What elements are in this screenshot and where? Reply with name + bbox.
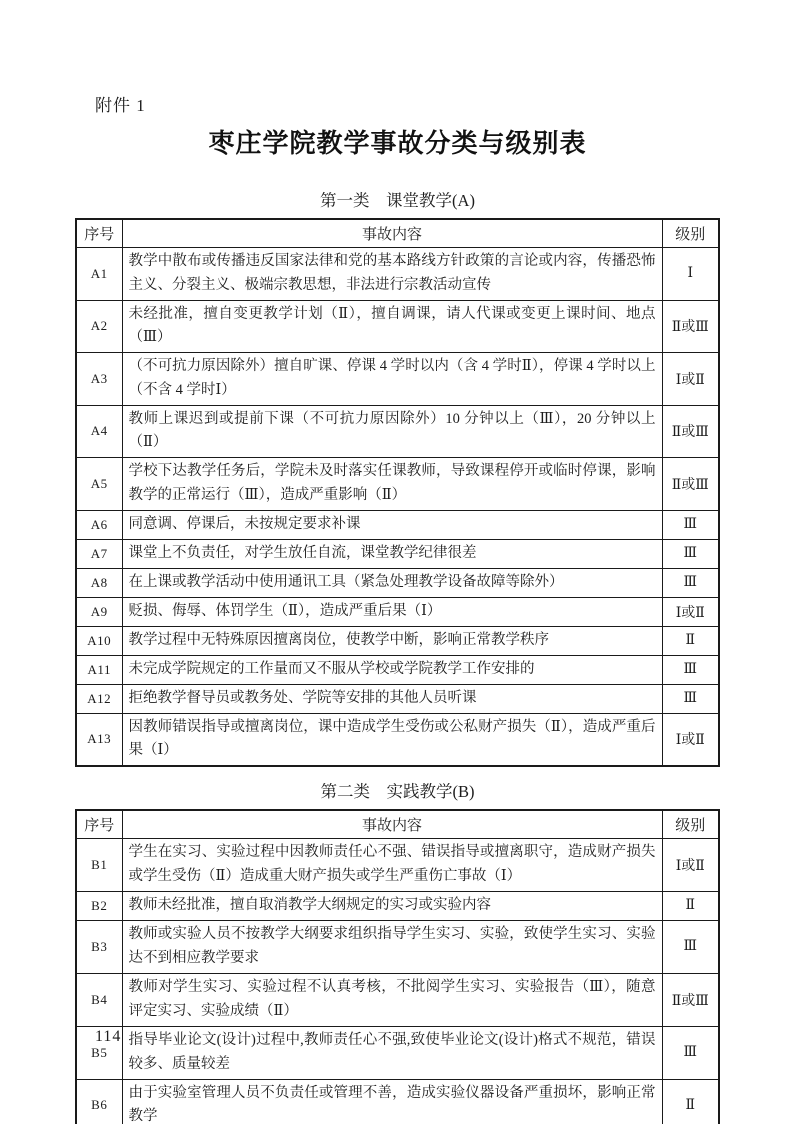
row-id: B1 [76, 838, 122, 891]
row-content: 指导毕业论文(设计)过程中,教师责任心不强,致使毕业论文(设计)格式不规范，错误较多、质量较差 [122, 1026, 662, 1079]
table-row [76, 973, 719, 1026]
row-level: Ⅱ [662, 1079, 719, 1124]
row-id: B6 [76, 1079, 122, 1124]
table-row [76, 300, 719, 352]
row-content: 同意调、停课后，未按规定要求补课 [122, 510, 662, 539]
table-row [76, 626, 719, 655]
row-id: A4 [76, 405, 122, 457]
row-id: A9 [76, 597, 122, 626]
table-header-row [76, 810, 719, 838]
column-header-seq: 序号 [76, 219, 122, 247]
row-id: A6 [76, 510, 122, 539]
row-level: Ⅰ或Ⅱ [662, 352, 719, 405]
page-number: 114 [95, 1028, 122, 1045]
row-content: 教学中散布或传播违反国家法律和党的基本路线方针政策的言论或内容，传播恐怖主义、分裂主义、极端宗教思想，非法进行宗教活动宣传 [122, 247, 662, 300]
table-row [76, 597, 719, 626]
row-content: 课堂上不负责任，对学生放任自流，课堂教学纪律很差 [122, 539, 662, 568]
row-level: Ⅱ [662, 891, 719, 920]
row-id: B4 [76, 973, 122, 1026]
row-level: Ⅰ [662, 247, 719, 300]
row-id: A12 [76, 684, 122, 713]
row-id: B5 [76, 1026, 122, 1079]
table-row [76, 510, 719, 539]
table-row [76, 655, 719, 684]
row-id: A7 [76, 539, 122, 568]
table-row [76, 713, 719, 766]
row-level: Ⅰ或Ⅱ [662, 597, 719, 626]
table-row [76, 405, 719, 457]
table-row [76, 838, 719, 891]
column-header-content: 事故内容 [122, 810, 662, 838]
table-row [76, 457, 719, 510]
table-header-row [76, 219, 719, 247]
column-header-level: 级别 [662, 810, 719, 838]
row-id: A3 [76, 352, 122, 405]
table-row [76, 352, 719, 405]
table-row [76, 539, 719, 568]
column-header-seq: 序号 [76, 810, 122, 838]
row-id: A8 [76, 568, 122, 597]
row-content: 因教师错误指导或擅离岗位，课中造成学生受伤或公私财产损失（Ⅱ），造成严重后果（Ⅰ） [122, 713, 662, 766]
row-id: A2 [76, 300, 122, 352]
table-row [76, 568, 719, 597]
row-level: Ⅲ [662, 1026, 719, 1079]
row-content: 未经批准，擅自变更教学计划（Ⅱ），擅自调课，请人代课或变更上课时间、地点（Ⅲ） [122, 300, 662, 352]
row-id: A5 [76, 457, 122, 510]
row-id: A11 [76, 655, 122, 684]
table-practice-teaching [75, 809, 720, 1124]
column-header-level: 级别 [662, 219, 719, 247]
row-content: 未完成学院规定的工作量而又不服从学校或学院教学工作安排的 [122, 655, 662, 684]
row-id: A10 [76, 626, 122, 655]
row-level: Ⅱ或Ⅲ [662, 457, 719, 510]
row-level: Ⅰ或Ⅱ [662, 713, 719, 766]
table-row [76, 920, 719, 973]
row-content: 学生在实习、实验过程中因教师责任心不强、错误指导或擅离职守，造成财产损失或学生受伤（Ⅱ）造成重大财产损失或学生严重伤亡事故（Ⅰ） [122, 838, 662, 891]
table-row [76, 684, 719, 713]
table-row [76, 891, 719, 920]
column-header-content: 事故内容 [122, 219, 662, 247]
row-content: 由于实验室管理人员不负责任或管理不善，造成实验仪器设备严重损坏，影响正常教学 [122, 1079, 662, 1124]
row-content: 教师对学生实习、实验过程不认真考核，不批阅学生实习、实验报告（Ⅲ），随意评定实习、实验成绩（Ⅱ） [122, 973, 662, 1026]
row-level: Ⅲ [662, 568, 719, 597]
row-content: 贬损、侮辱、体罚学生（Ⅱ），造成严重后果（Ⅰ） [122, 597, 662, 626]
row-level: Ⅱ [662, 626, 719, 655]
row-level: Ⅲ [662, 510, 719, 539]
section-title-classroom-teaching: 第一类 课堂教学(A) [320, 191, 475, 210]
table-row [76, 1079, 719, 1124]
row-level: Ⅲ [662, 655, 719, 684]
row-level: Ⅲ [662, 920, 719, 973]
table-classroom-teaching [75, 218, 720, 767]
row-id: A1 [76, 247, 122, 300]
table-row [76, 1026, 719, 1079]
row-level: Ⅲ [662, 539, 719, 568]
row-level: Ⅱ或Ⅲ [662, 405, 719, 457]
row-id: A13 [76, 713, 122, 766]
page-title: 枣庄学院教学事故分类与级别表 [208, 128, 587, 158]
table-row [76, 247, 719, 300]
row-content: 教师或实验人员不按教学大纲要求组织指导学生实习、实验，致使学生实习、实验达不到相应教学要求 [122, 920, 662, 973]
row-content: 拒绝教学督导员或教务处、学院等安排的其他人员听课 [122, 684, 662, 713]
row-content: 学校下达教学任务后，学院未及时落实任课教师，导致课程停开或临时停课，影响教学的正常运行（Ⅲ），造成严重影响（Ⅱ） [122, 457, 662, 510]
row-content: 教师未经批准，擅自取消教学大纲规定的实习或实验内容 [122, 891, 662, 920]
section-title-practice-teaching: 第二类 实践教学(B) [320, 782, 475, 801]
row-content: 在上课或教学活动中使用通讯工具（紧急处理教学设备故障等除外） [122, 568, 662, 597]
row-id: B2 [76, 891, 122, 920]
row-level: Ⅰ或Ⅱ [662, 838, 719, 891]
row-content: 教师上课迟到或提前下课（不可抗力原因除外）10 分钟以上（Ⅲ），20 分钟以上（Ⅱ） [122, 405, 662, 457]
row-level: Ⅱ或Ⅲ [662, 973, 719, 1026]
row-id: B3 [76, 920, 122, 973]
row-level: Ⅱ或Ⅲ [662, 300, 719, 352]
row-content: 教学过程中无特殊原因擅离岗位，使教学中断，影响正常教学秩序 [122, 626, 662, 655]
row-level: Ⅲ [662, 684, 719, 713]
attachment-label: 附件 1 [95, 96, 146, 115]
row-content: （不可抗力原因除外）擅自旷课、停课 4 学时以内（含 4 学时Ⅱ），停课 4 学时以上（不含 4 学时Ⅰ） [122, 352, 662, 405]
